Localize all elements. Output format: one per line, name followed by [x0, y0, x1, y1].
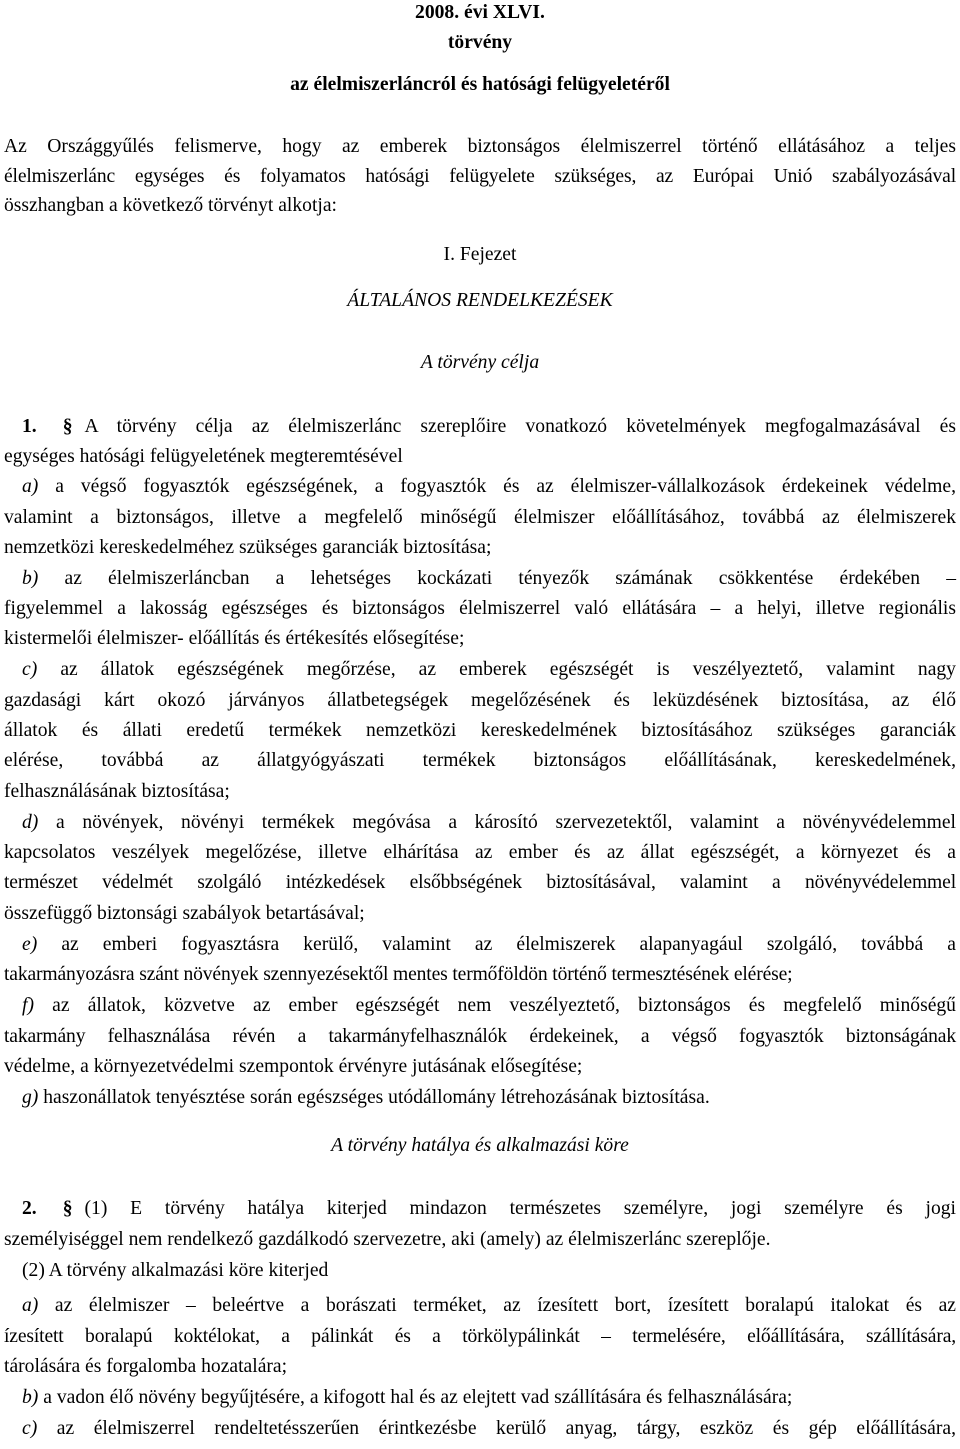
- preamble-line: Az Országgyűlés felismerve, hogy az emberek biztonságos élelmiszerrel történő ellátásához a teljes: [4, 136, 956, 157]
- list-item-d: d) a növények, növényi termékek megóvása a károsító szervezetektől, valamint a növényvédelemmel: [22, 812, 957, 833]
- item-letter: g): [22, 1087, 39, 1108]
- list-item-line: állatok és állati eredetű termékek nemzetközi kereskedelmének biztosításához szükséges garanciák: [4, 720, 956, 741]
- item-letter: b): [22, 568, 39, 589]
- list-item-line: természet védelmét szolgáló intézkedések elsőbbségének biztosításával, valamint a növényvédelemmel: [4, 872, 956, 893]
- list-item-line: ízesített boralapú koktélokat, a pálinkát és a törkölypálinkát – termelésére, előállítására, szállítására,: [4, 1326, 956, 1347]
- list-item-f: f) az állatok, közvetve az ember egészségét nem veszélyeztető, biztonságos és megfelelő minőségű: [22, 995, 956, 1016]
- list-item-line: valamint a biztonságos, illetve a megfelelő minőségű élelmiszer előállításához, továbbá az élelmiszerek: [4, 507, 956, 528]
- list-item-line: figyelemmel a lakosság egészséges és biztonságos élelmiszerrel való ellátására – a helyi, illetve regionális: [4, 598, 956, 619]
- section-symbol: §: [62, 1198, 73, 1219]
- law-number: 2008. évi XLVI.: [415, 2, 545, 23]
- section-heading: A törvény célja: [420, 352, 540, 373]
- section-lead-cont: egységes hatósági felügyeletének megteremtésével: [4, 446, 403, 467]
- preamble-line: élelmiszerlánc egységes és folyamatos hatósági felügyelete szükséges, az Európai Unió szabályozásával: [4, 166, 956, 187]
- item-letter: e): [22, 934, 38, 955]
- list-item-c: c) az állatok egészségének megőrzése, az emberek egészségét is veszélyeztető, valamint nagy: [22, 659, 956, 680]
- preamble-line: összhangban a következő törvényt alkotja:: [4, 195, 337, 216]
- law-title: az élelmiszerláncról és hatósági felügyeletéről: [290, 74, 670, 95]
- section-2-lead: [4, 1196, 956, 1222]
- list-item-e: e) az emberi fogyasztásra kerülő, valamint az élelmiszerek alapanyagául szolgáló, továbbá a: [22, 934, 956, 955]
- item-letter: f): [22, 995, 34, 1016]
- list-item-line: elérése, továbbá az állatgyógyászati termékek biztonságos előállításának, kereskedelmének,: [4, 750, 956, 771]
- list-item-line: tárolására és forgalomba hozatalára;: [4, 1356, 288, 1377]
- list-item-line: felhasználásának biztosítása;: [4, 781, 230, 802]
- list-item-line: kistermelői élelmiszer- előállítás és értékesítés elősegítése;: [4, 628, 465, 649]
- law-word: törvény: [447, 32, 513, 53]
- list-item-line: kapcsolatos veszélyek megelőzése, illetve elhárítása az ember és az állat egészségét, a környezet és a: [4, 842, 956, 863]
- section-number: 2.: [22, 1198, 37, 1219]
- list-item-line: nemzetközi kereskedelméhez szükséges garanciák biztosítása;: [4, 537, 492, 558]
- list-item-a: a) a végső fogyasztók egészségének, a fogyasztók és az élelmiszer-vállalkozások érdekeinek védelme,: [22, 476, 957, 497]
- list-item-line: gazdasági kárt okozó járványos állatbetegségek megelőzésének és leküzdésének biztosítása, az élő: [4, 690, 956, 711]
- section-symbol: §: [62, 416, 73, 437]
- list-item-b: b) a vadon élő növény begyűjtésére, a kifogott hal és az elejtett vad szállítására és felhasználására;: [22, 1387, 793, 1408]
- item-letter: c): [22, 1418, 38, 1439]
- chapter-title: ÁLTALÁNOS RENDELKEZÉSEK: [347, 290, 613, 311]
- section-lead-text: A törvény célja az élelmiszerlánc szereplőire vonatkozó követelmények megfogalmazásával és: [84, 416, 956, 437]
- list-item-b: b) az élelmiszerláncban a lehetséges kockázati tényezők számának csökkentése érdekében –: [22, 568, 956, 589]
- list-item-line: takarmány felhasználása révén a takarmányfelhasználók érdekeinek, a végső fogyasztók biztonságának: [4, 1026, 956, 1047]
- section-1-lead: [4, 414, 956, 440]
- list-item-line: takarmányozásra szánt növények szennyezésektől mentes termőföldön történő termesztésének elérése;: [4, 964, 793, 985]
- item-letter: c): [22, 659, 38, 680]
- chapter-number: I. Fejezet: [443, 244, 517, 265]
- section-heading: A törvény hatálya és alkalmazási köre: [331, 1135, 629, 1156]
- section-paragraph-2: (2) A törvény alkalmazási köre kiterjed: [22, 1260, 329, 1281]
- list-item-g: g) haszonállatok tenyésztése során egészséges utódállomány létrehozásának biztosítása.: [22, 1087, 710, 1108]
- item-letter: d): [22, 812, 39, 833]
- section-paragraph-1: (1) E törvény hatálya kiterjed mindazon természetes személyre, jogi személyre és jogi: [84, 1198, 956, 1219]
- list-item-a: a) az élelmiszer – beleértve a borászati terméket, az ízesített bort, ízesített boralapú italokat és az: [22, 1295, 956, 1316]
- section-number: 1.: [22, 416, 37, 437]
- list-item-line: védelme, a környezetvédelmi szempontok érvényre jutásának elősegítése;: [4, 1056, 583, 1077]
- item-letter: a): [22, 476, 39, 497]
- item-letter: a): [22, 1295, 39, 1316]
- item-letter: b): [22, 1387, 39, 1408]
- section-paragraph-1-cont: személyiséggel nem rendelkező gazdálkodó szervezetre, aki (amely) az élelmiszerlánc szereplője.: [4, 1229, 771, 1250]
- list-item-line: összefüggő biztonsági szabályok betartásával;: [4, 903, 365, 924]
- list-item-c: c) az élelmiszerrel rendeltetésszerűen érintkezésbe kerülő anyag, tárgy, eszköz és gép előállítására,: [22, 1418, 956, 1439]
